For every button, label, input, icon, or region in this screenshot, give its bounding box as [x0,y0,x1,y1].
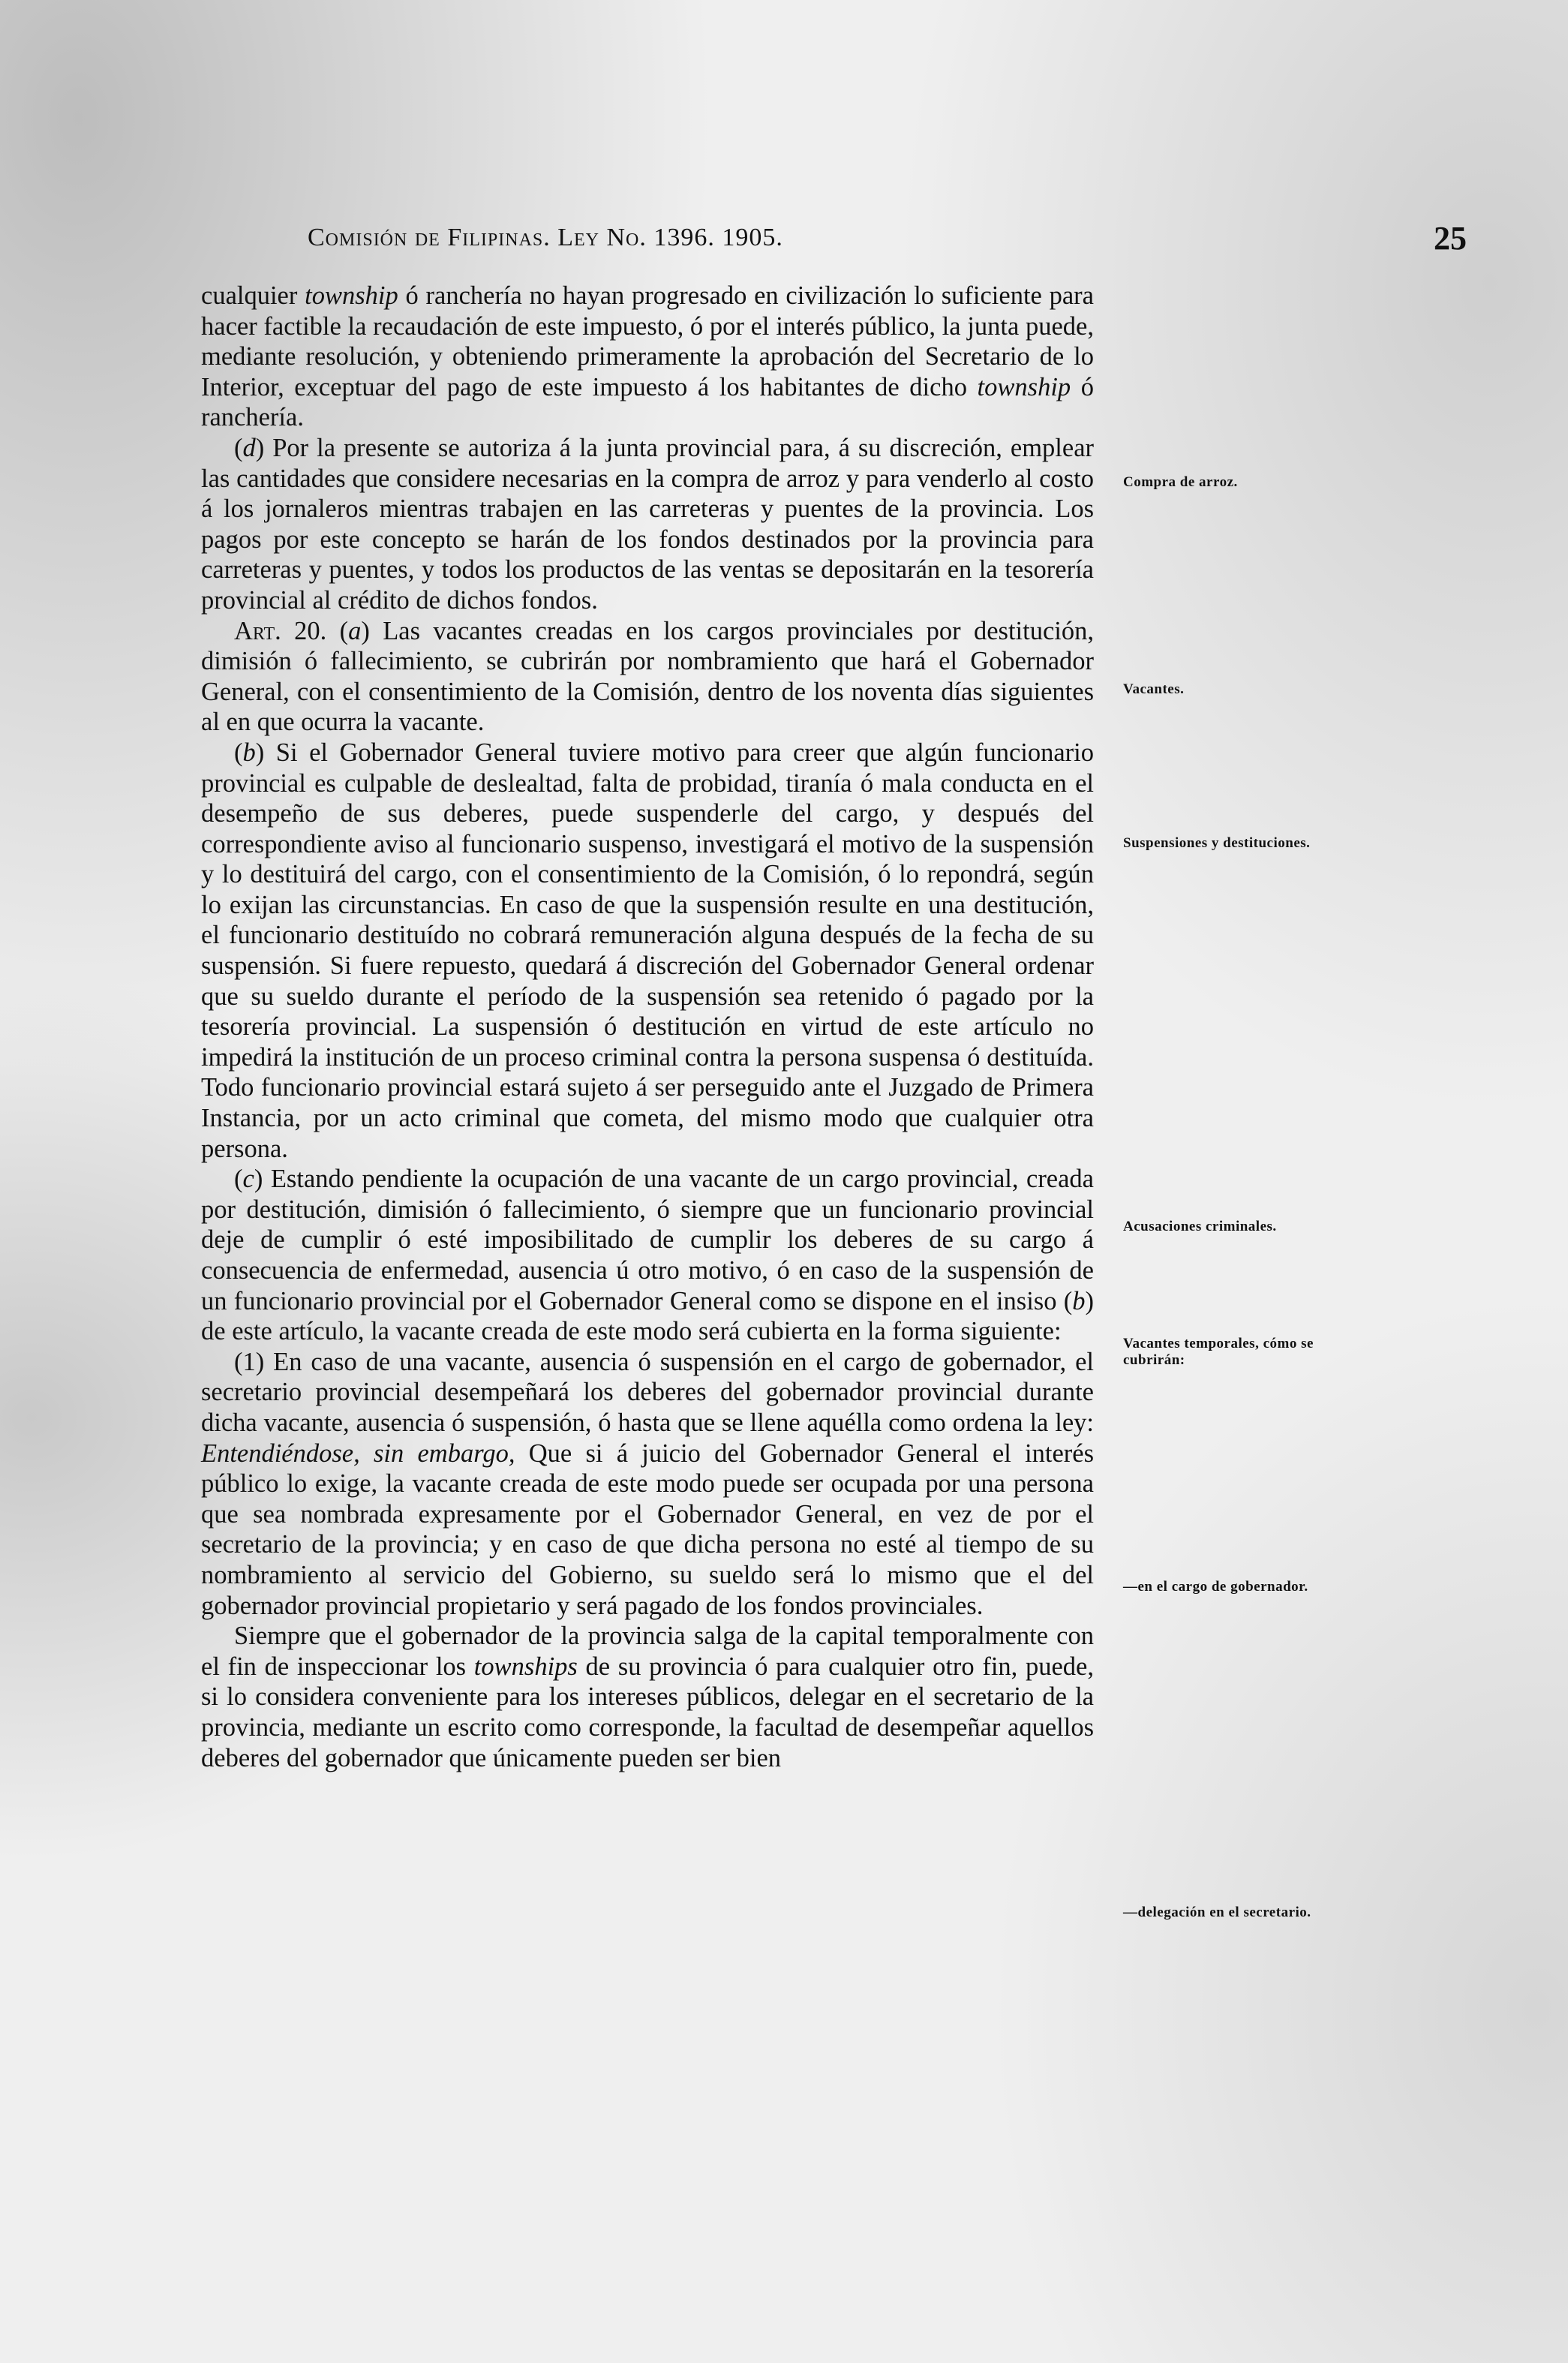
page-header [308,219,1467,264]
italic-text: d [242,433,256,462]
text-run: ( [234,1165,243,1194]
text-run: de su provincia ó para cualquier otro fin, puede, si lo considera conveniente para los intereses públicos, delegar en el secretario de la provincia, mediante un escrito como corresponde, la facultad de desempeñar aquellos deberes del gobernador que únicamente pueden ser bien [201,1652,1094,1772]
italic-text: townships [473,1652,578,1681]
paragraph [201,281,1094,433]
margin-note-acusaciones: Acusaciones criminales. [1123,1219,1277,1234]
margin-note-compra: Compra de arroz. [1123,474,1238,490]
italic-text: township [977,372,1071,401]
text-run: ) Si el Gobernador General tuviere motivo para creer que algún funcionario provincial es culpable de deslealtad, falta de probidad, tiranía ó mala conducta en el desempeño de sus deberes, puede suspenderle del cargo, y después del correspondiente aviso al funcionario suspenso, investigará el motivo de la suspensión y lo destituirá del cargo, con el consentimiento de la Comisión, ó lo repondrá, según lo exijan las circunstancias. En caso de que la suspensión resulte en una destitución, el funcionario destituído no cobrará remuneración alguna después de la fecha de su suspensión. Si fuere repuesto, quedará á discreción del Gobernador General ordenar que su sueldo durante el período de la suspensión sea retenido ó pagado por la tesorería provincial. La suspensión ó destitución en virtud de este artículo no impedirá la institución de un proceso criminal contra la persona suspensa ó destituída. Todo funcionario provincial estará sujeto á ser perseguido ante el Juzgado de Primera Instancia, por un acto criminal que cometa, del mismo modo que cualquier otra persona. [201,738,1094,1163]
margin-note-vacantes-temporales: Vacantes temporales, cómo se cubrirán: [1123,1336,1314,1368]
margin-note-suspensiones: Suspensiones y destituciones. [1123,835,1311,851]
paragraph [201,433,1094,616]
text-run: Siempre que el gobernador de la provincia salga de la capital temporalmente con el fin de inspeccionar los [201,1622,1094,1681]
italic-text: Entendiéndose, sin embargo, [201,1439,515,1468]
small-caps-text: Art. [234,616,281,645]
margin-note-delegacion: —delegación en el secretario. [1123,1905,1311,1920]
text-run: 20. ( [281,616,349,645]
italic-text: a [348,616,362,645]
italic-text: c [242,1165,254,1194]
paragraph [201,616,1094,738]
margin-note-vacantes: Vacantes. [1123,681,1185,697]
italic-text: township [305,281,398,310]
text-run: ) de este artículo, la vacante creada de este modo será cubierta en la forma siguiente: [201,1286,1094,1346]
paragraph [201,1347,1094,1621]
text-run: ) Por la presente se autoriza á la junta provincial para, á su discreción, emplear las cantidades que considere necesarias en la compra de arroz y para venderlo al costo á los jornaleros mientras trabajen en las carreteras y puentes de la provincia. Los pagos por este concepto se harán de los fondos destinados por la provincia para carreteras y puentes, y todos los productos de las ventas se depositarán en la tesorería provincial al crédito de dichos fondos. [201,433,1094,615]
text-run: ( [234,738,243,767]
page-number: 25 [1434,220,1467,257]
text-run: Que si á juicio del Gobernador General el interés público lo exige, la vacante creada de este modo puede ser ocupada por una persona que sea nombrada expresamente por el Gobernador General, en vez de por el secretario de la provincia; y en caso de que dicha persona no esté al tiempo de su nombramiento al servicio del Gobierno, su sueldo será lo mismo que el del gobernador provincial propietario y será pagado de los fondos provinciales. [201,1439,1094,1620]
paragraph [201,1164,1094,1347]
body-text [201,281,1094,1773]
text-run: ( [234,433,243,462]
text-run: ó ranchería no hayan progresado en civilización lo suficiente para hacer factible la recaudación de este impuesto, ó por el interés público, la junta puede, mediante resolución, y obteniendo primeramente la aprobación del Secretario de lo Interior, exceptuar del pago de este impuesto á los habitantes de dicho [201,281,1094,401]
text-run: ó ranchería. [201,372,1095,432]
text-run: ) Las vacantes creadas en los cargos provinciales por destitución, dimisión ó fallecimiento, se cubrirán por nombramiento que hará el Gobernador General, con el consentimiento de la Comisión, dentro de los noventa días siguientes al en que ocurra la vacante. [201,616,1094,737]
running-head: Comisión de Filipinas. Ley No. 1396. 1905. [308,224,783,251]
margin-note-gobernador: —en el cargo de gobernador. [1123,1579,1308,1595]
paragraph [201,738,1094,1164]
text-run: cualquier [201,281,305,310]
italic-text: b [1072,1286,1086,1315]
italic-text: b [242,738,256,767]
text-run: ) Estando pendiente la ocupación de una vacante de un cargo provincial, creada por destitución, dimisión ó fallecimiento, ó siempre que un funcionario provincial deje de cumplir ó esté imposibilitado de cumplir los deberes de su cargo á consecuencia de enfermedad, ausencia ú otro motivo, ó en caso de la suspensión de un funcionario provincial por el Gobernador General como se dispone en el insiso ( [201,1165,1094,1315]
paragraph [201,1621,1094,1773]
text-run: (1) En caso de una vacante, ausencia ó suspensión en el cargo de gobernador, el secretario provincial desempeñará los deberes del gobernador provincial durante dicha vacante, ausencia ó suspensión, ó hasta que se llene aquélla como ordena la ley: [201,1347,1094,1437]
